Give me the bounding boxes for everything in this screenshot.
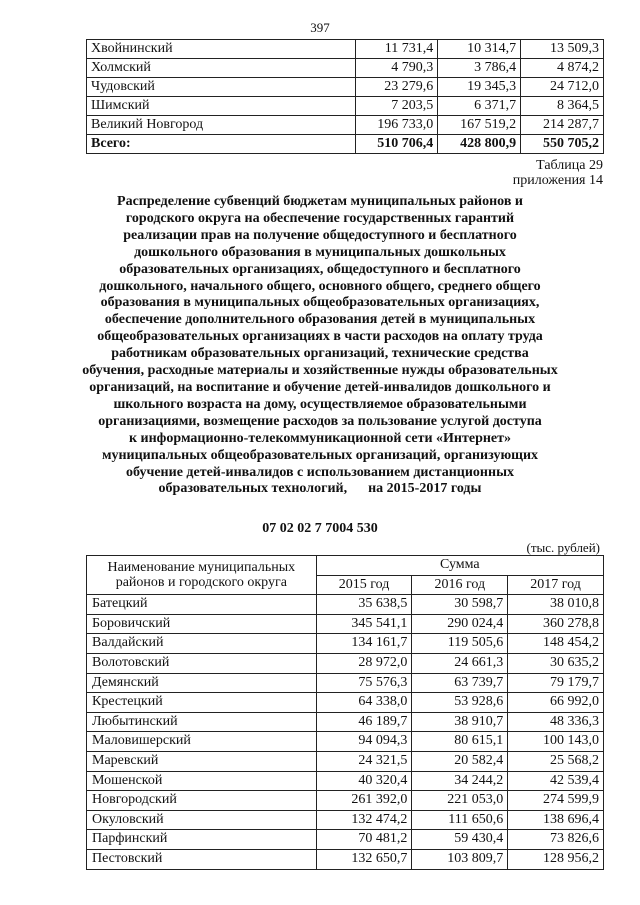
header-year-2016: 2016 год <box>412 575 508 595</box>
header-year-2017: 2017 год <box>508 575 604 595</box>
row-value-y2015: 46 189,7 <box>316 712 412 732</box>
row-value-y2016: 59 430,4 <box>412 830 508 850</box>
row-value-y2017: 274 599,9 <box>508 791 604 811</box>
table-row <box>87 830 604 850</box>
title-line: школьного возраста на дому, осуществляемое образовательными <box>113 396 527 412</box>
top-table <box>86 39 604 154</box>
table-row <box>87 595 604 615</box>
total-value-y2016: 428 800,9 <box>438 135 521 154</box>
title-line: к информационно-телекоммуникационной сети «Интернет» <box>128 430 512 446</box>
table-row <box>87 751 604 771</box>
table-row <box>87 634 604 654</box>
title-line: обучение детей-инвалидов с использованием дистанционных <box>125 464 514 480</box>
row-name-cell: Волотовский <box>87 653 317 673</box>
total-value-y2015: 510 706,4 <box>356 135 438 154</box>
table-row <box>87 849 604 869</box>
row-value-y2016: 119 505,6 <box>412 634 508 654</box>
row-value-y2017: 148 454,2 <box>508 634 604 654</box>
table-row <box>87 791 604 811</box>
row-name-cell: Маревский <box>87 751 317 771</box>
row-value-y2016: 20 582,4 <box>412 751 508 771</box>
row-name-cell: Холмский <box>87 59 356 78</box>
title-line: Распределение субвенций бюджетам муниципальных районов и <box>117 194 523 209</box>
row-value-y2017: 38 010,8 <box>508 595 604 615</box>
header-year-2015: 2015 год <box>316 575 412 595</box>
title-line: образовательных технологий, на 2015-2017 годы <box>158 481 482 497</box>
total-row <box>87 135 604 154</box>
row-name-cell: Окуловский <box>87 810 317 830</box>
row-value-y2016: 19 345,3 <box>438 78 521 97</box>
row-value-y2015: 24 321,5 <box>316 751 412 771</box>
title-line: обучения, расходные материалы и хозяйственные нужды образовательных <box>82 363 558 379</box>
row-value-y2015: 40 320,4 <box>316 771 412 791</box>
table-row <box>87 40 604 59</box>
row-value-y2016: 80 615,1 <box>412 732 508 752</box>
row-value-y2015: 345 541,1 <box>316 614 412 634</box>
row-value-y2015: 28 972,0 <box>316 653 412 673</box>
row-value-y2017: 42 539,4 <box>508 771 604 791</box>
title-line: организаций, на воспитание и обучение детей-инвалидов дошкольного и <box>89 379 551 395</box>
row-value-y2016: 53 928,6 <box>412 693 508 713</box>
row-name-cell: Крестецкий <box>87 693 317 713</box>
row-value-y2015: 134 161,7 <box>316 634 412 654</box>
row-value-y2017: 79 179,7 <box>508 673 604 693</box>
row-value-y2015: 35 638,5 <box>316 595 412 615</box>
row-value-y2017: 30 635,2 <box>508 653 604 673</box>
row-value-y2016: 290 024,4 <box>412 614 508 634</box>
row-name-cell: Демянский <box>87 673 317 693</box>
row-name-cell: Любытинский <box>87 712 317 732</box>
row-value-y2016: 221 053,0 <box>412 791 508 811</box>
row-value-y2015: 132 474,2 <box>316 810 412 830</box>
table-row <box>87 78 604 97</box>
row-value-y2015: 64 338,0 <box>316 693 412 713</box>
row-name-cell: Новгородский <box>87 791 317 811</box>
row-value-y2017: 13 509,3 <box>521 40 604 59</box>
row-value-y2016: 30 598,7 <box>412 595 508 615</box>
main-table <box>86 555 604 870</box>
table-reference <box>513 158 603 188</box>
title-line: организациями, возмещение расходов за пользование услугой доступа <box>98 413 542 429</box>
row-value-y2016: 167 519,2 <box>438 116 521 135</box>
row-value-y2015: 7 203,5 <box>356 97 438 116</box>
row-name-cell: Валдайский <box>87 634 317 654</box>
row-value-y2017: 128 956,2 <box>508 849 604 869</box>
row-value-y2017: 138 696,4 <box>508 810 604 830</box>
table-row <box>87 771 604 791</box>
row-value-y2017: 24 712,0 <box>521 78 604 97</box>
title-line: дошкольного, начального общего, основного общего, среднего общего <box>99 278 541 294</box>
row-value-y2015: 196 733,0 <box>356 116 438 135</box>
total-label: Всего: <box>87 135 356 154</box>
row-name-cell: Мошенской <box>87 771 317 791</box>
row-name-cell: Маловишерский <box>87 732 317 752</box>
row-name-cell: Чудовский <box>87 78 356 97</box>
row-value-y2015: 70 481,2 <box>316 830 412 850</box>
table-row <box>87 59 604 78</box>
table-row <box>87 732 604 752</box>
title-line: работникам образовательных организаций, технические средства <box>111 346 529 362</box>
row-value-y2016: 10 314,7 <box>438 40 521 59</box>
row-value-y2016: 6 371,7 <box>438 97 521 116</box>
title-line: образования в муниципальных общеобразовательных организациях, <box>100 295 540 311</box>
units-label: (тыс. рублей) <box>526 540 600 555</box>
page-number: 397 <box>310 20 330 35</box>
table-row <box>87 693 604 713</box>
row-value-y2016: 34 244,2 <box>412 771 508 791</box>
row-value-y2015: 11 731,4 <box>356 40 438 59</box>
row-value-y2016: 3 786,4 <box>438 59 521 78</box>
table-row <box>87 810 604 830</box>
row-name-cell: Хвойнинский <box>87 40 356 59</box>
row-value-y2017: 214 287,7 <box>521 116 604 135</box>
row-value-y2017: 66 992,0 <box>508 693 604 713</box>
row-name-cell: Пестовский <box>87 849 317 869</box>
title-line: дошкольного образования в муниципальных дошкольных <box>134 244 506 260</box>
row-value-y2015: 75 576,3 <box>316 673 412 693</box>
row-value-y2017: 8 364,5 <box>521 97 604 116</box>
table-row <box>87 116 604 135</box>
header-sum: Сумма <box>316 556 603 576</box>
table-row <box>87 712 604 732</box>
row-name-cell: Батецкий <box>87 595 317 615</box>
row-value-y2015: 94 094,3 <box>316 732 412 752</box>
row-value-y2015: 4 790,3 <box>356 59 438 78</box>
row-value-y2017: 48 336,3 <box>508 712 604 732</box>
row-value-y2017: 25 568,2 <box>508 751 604 771</box>
row-name-cell: Великий Новгород <box>87 116 356 135</box>
title-line: муниципальных общеобразовательных организаций, организующих <box>101 447 539 463</box>
budget-code: 07 02 02 7 7004 530 <box>262 521 378 536</box>
header-name-column: Наименование муниципальных районов и городского округа <box>87 556 317 595</box>
row-value-y2016: 103 809,7 <box>412 849 508 869</box>
row-name-cell: Боровичский <box>87 614 317 634</box>
table-row <box>87 673 604 693</box>
total-value-y2017: 550 705,2 <box>521 135 604 154</box>
row-value-y2017: 360 278,8 <box>508 614 604 634</box>
table-row <box>87 653 604 673</box>
row-value-y2017: 73 826,6 <box>508 830 604 850</box>
row-value-y2016: 24 661,3 <box>412 653 508 673</box>
row-value-y2016: 111 650,6 <box>412 810 508 830</box>
row-name-cell: Шимский <box>87 97 356 116</box>
row-value-y2016: 38 910,7 <box>412 712 508 732</box>
title-line: городского округа на обеспечение государственных гарантий <box>125 210 515 226</box>
appendix-number: приложения 14 <box>512 173 603 188</box>
row-name-cell: Парфинский <box>87 830 317 850</box>
title-line: образовательных организациях, общедоступного и бесплатного <box>119 261 521 277</box>
title-line: реализации прав на получение общедоступного и бесплатного <box>123 227 517 243</box>
row-value-y2017: 4 874,2 <box>521 59 604 78</box>
row-value-y2015: 132 650,7 <box>316 849 412 869</box>
table-row <box>87 97 604 116</box>
table-number: Таблица 29 <box>536 158 603 173</box>
title-line: обеспечение дополнительного образования детей в муниципальных <box>104 312 536 328</box>
row-value-y2017: 100 143,0 <box>508 732 604 752</box>
title-line: общеобразовательных организациях в части расходов на оплату труда <box>97 329 543 345</box>
document-title <box>60 194 580 498</box>
table-row <box>87 614 604 634</box>
row-value-y2016: 63 739,7 <box>412 673 508 693</box>
row-value-y2015: 261 392,0 <box>316 791 412 811</box>
row-value-y2015: 23 279,6 <box>356 78 438 97</box>
